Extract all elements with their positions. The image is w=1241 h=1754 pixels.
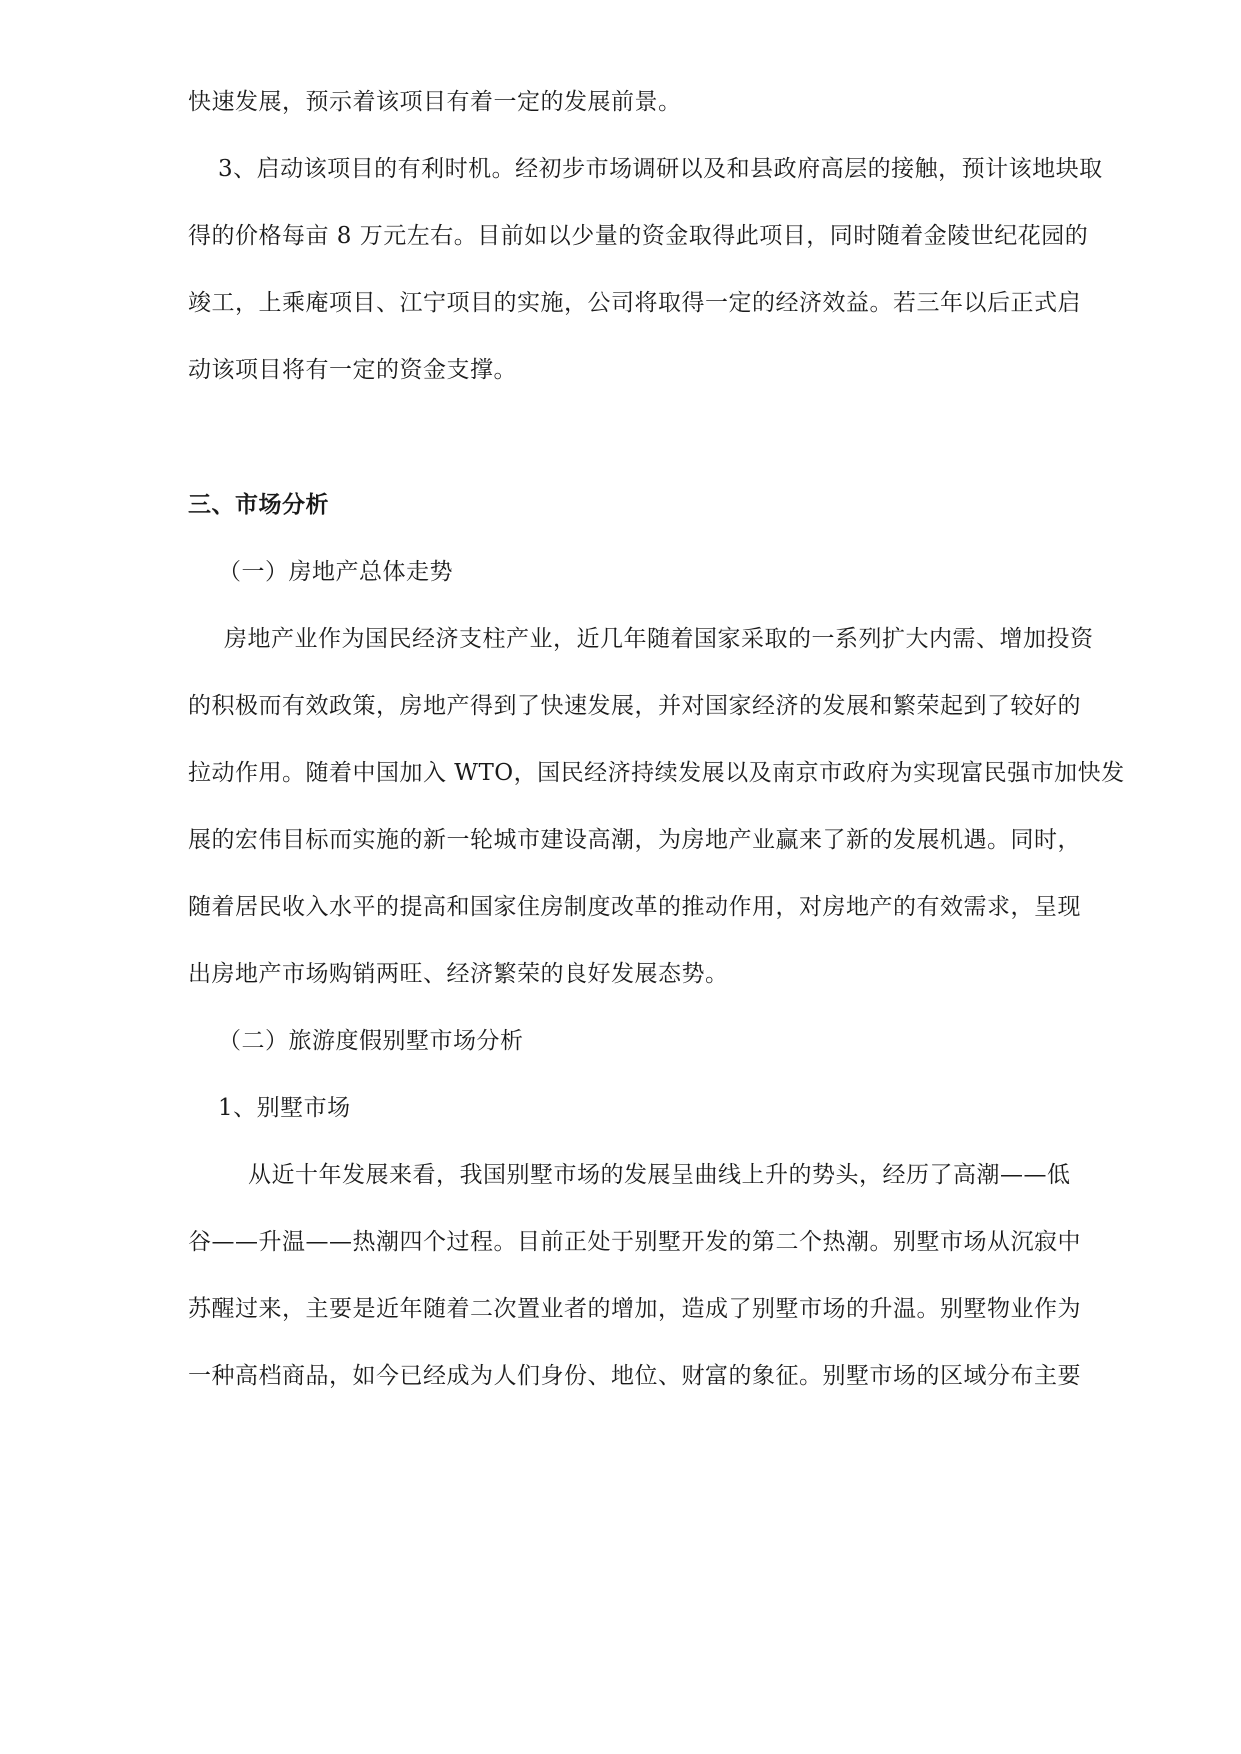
text-line-15: 一种高档商品，如今已经成为人们身份、地位、财富的象征。别墅市场的区域分布主要: [188, 1363, 1081, 1389]
text-line-12: 从近十年发展来看，我国别墅市场的发展呈曲线上升的势头，经历了高潮——低: [248, 1162, 1071, 1188]
text-line-13: 谷——升温——热潮四个过程。目前正处于别墅开发的第二个热潮。别墅市场从沉寂中: [188, 1229, 1081, 1255]
text-line-1: 快速发展，预示着该项目有着一定的发展前景。: [188, 89, 682, 115]
text-line-6: 房地产业作为国民经济支柱产业，近几年随着国家采取的一系列扩大内需、增加投资: [224, 626, 1094, 652]
text-line-8: 拉动作用。随着中国加入 WTO，国民经济持续发展以及南京市政府为实现富民强市加快发: [188, 760, 1125, 786]
text-line-10: 随着居民收入水平的提高和国家住房制度改革的推动作用，对房地产的有效需求，呈现: [188, 894, 1081, 920]
text-line-11: 出房地产市场购销两旺、经济繁荣的良好发展态势。: [188, 961, 729, 987]
section-heading: 三、市场分析: [188, 491, 329, 518]
text-line-14: 苏醒过来，主要是近年随着二次置业者的增加，造成了别墅市场的升温。别墅物业作为: [188, 1296, 1081, 1322]
text-line-5: 动该项目将有一定的资金支撑。: [188, 357, 517, 383]
text-line-9: 展的宏伟目标而实施的新一轮城市建设高潮，为房地产业赢来了新的发展机遇。同时，: [188, 827, 1081, 853]
subsection-heading-1: （一）房地产总体走势: [218, 559, 453, 585]
text-line-7: 的积极而有效政策，房地产得到了快速发展，并对国家经济的发展和繁荣起到了较好的: [188, 693, 1081, 719]
text-line-3: 得的价格每亩 8 万元左右。目前如以少量的资金取得此项目，同时随着金陵世纪花园的: [188, 223, 1089, 249]
text-line-4: 竣工，上乘庵项目、江宁项目的实施，公司将取得一定的经济效益。若三年以后正式启: [188, 290, 1081, 316]
item-heading: 1、别墅市场: [218, 1095, 351, 1121]
subsection-heading-2: （二）旅游度假别墅市场分析: [218, 1028, 524, 1054]
text-line-2: 3、启动该项目的有利时机。经初步市场调研以及和县政府高层的接触，预计该地块取: [218, 156, 1103, 182]
